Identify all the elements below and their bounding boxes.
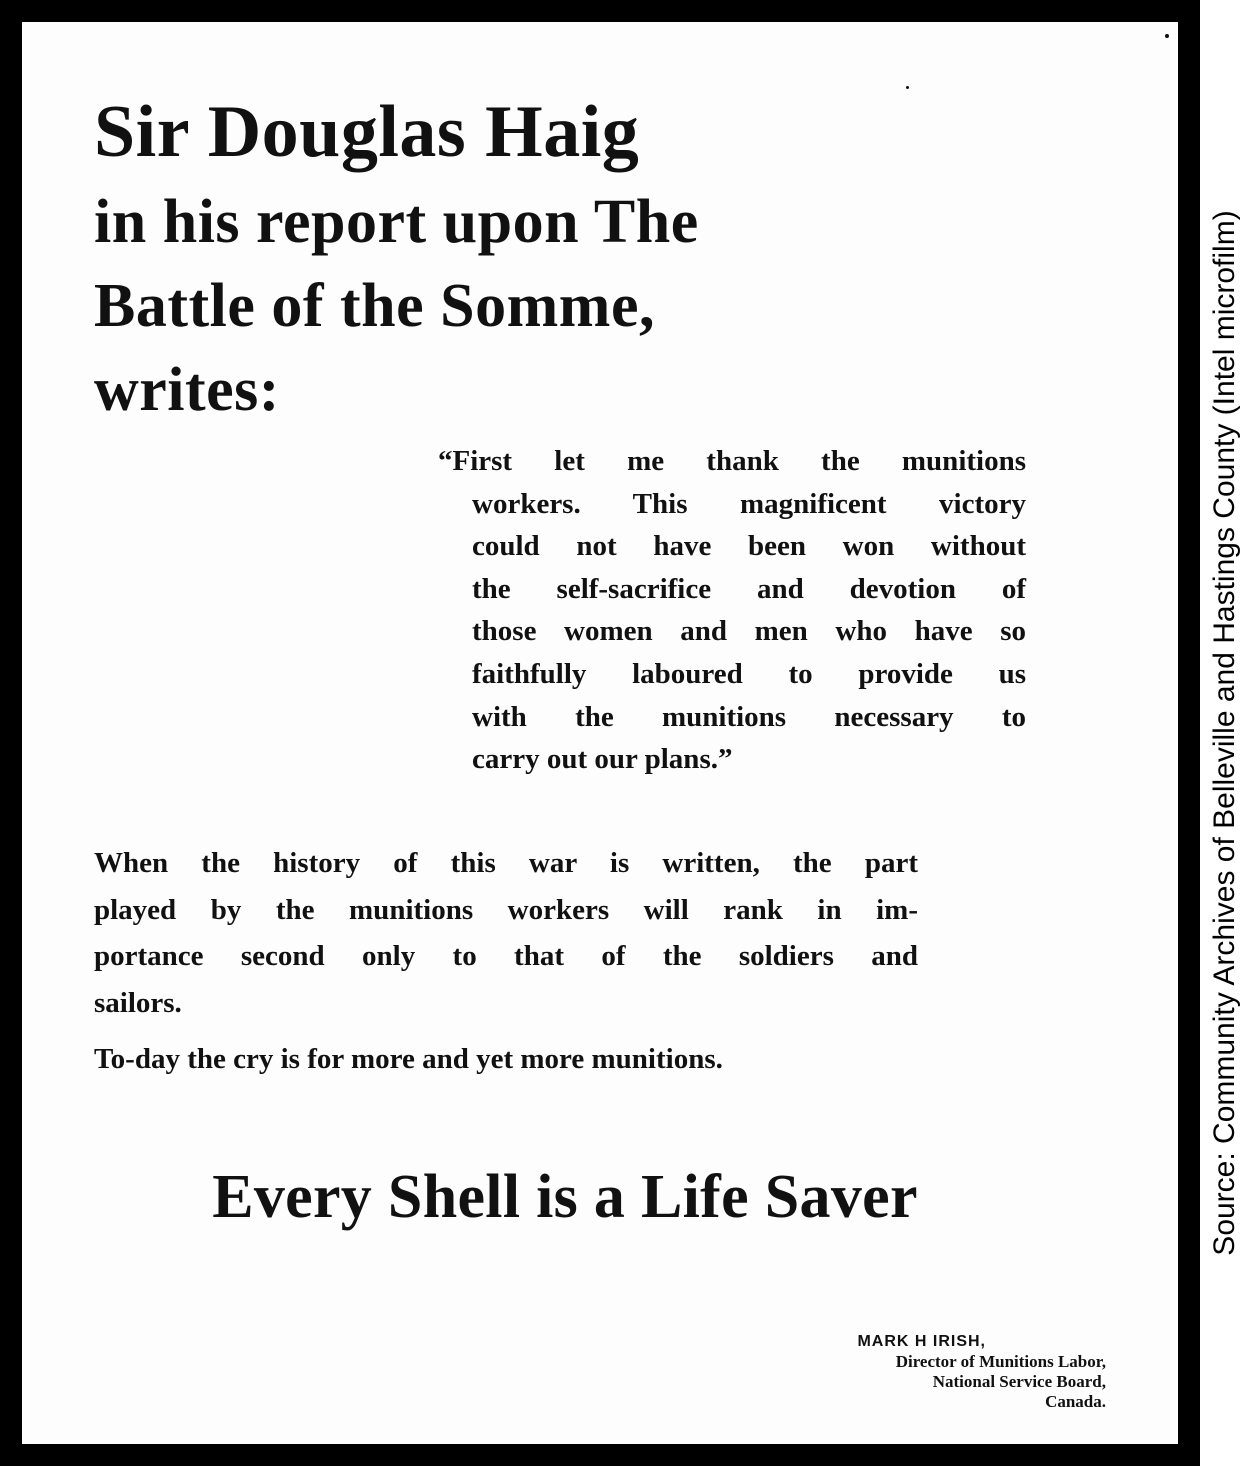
haig-quote	[438, 440, 1026, 781]
poster-sheet	[22, 22, 1178, 1444]
signatory-title: Director of Munitions Labor,	[895, 1352, 1106, 1371]
body-line: played by the munitions workers will rank in im-	[94, 893, 918, 926]
film-speck	[1165, 34, 1169, 38]
body-line: portance second only to that of the soldiers and	[94, 940, 918, 972]
headline-line-1: Sir Douglas Haig	[94, 91, 640, 173]
quote-line: workers. This magnificent victory	[472, 487, 1026, 520]
headline-line-3: Battle of the Somme,	[94, 272, 655, 340]
film-speck	[906, 86, 909, 89]
paragraph-history	[94, 840, 918, 1026]
signatory-organization: National Service Board,	[932, 1372, 1106, 1391]
signatory-name: MARK H IRISH,	[857, 1333, 986, 1350]
headline-line-4: writes:	[94, 356, 280, 424]
quote-line: “First let me thank the munitions	[438, 445, 1026, 477]
body-line: To-day the cry is for more and yet more munitions.	[94, 1043, 723, 1075]
headline	[94, 84, 699, 432]
paragraph-today	[94, 1036, 918, 1083]
headline-line-2: in his report upon The	[94, 188, 699, 256]
quote-line: faithfully laboured to provide us	[472, 657, 1026, 690]
quote-line: those women and men who have so	[472, 615, 1026, 648]
slogan: Every Shell is a Life Saver	[212, 1163, 918, 1231]
signatory-country: Canada.	[1045, 1392, 1106, 1411]
quote-line: with the munitions necessary to	[472, 700, 1026, 733]
quote-line: the self-sacrifice and devotion of	[472, 572, 1026, 605]
body-line: sailors.	[94, 986, 182, 1019]
signature-block	[857, 1332, 1106, 1412]
quote-line: could not have been won without	[472, 530, 1026, 563]
source-caption: Source: Community Archives of Belleville and Hastings County (Intel microfilm)	[1208, 210, 1241, 1256]
body-text	[94, 840, 918, 1083]
quote-line: carry out our plans.”	[472, 743, 733, 776]
body-line: When the history of this war is written, the part	[94, 847, 918, 879]
